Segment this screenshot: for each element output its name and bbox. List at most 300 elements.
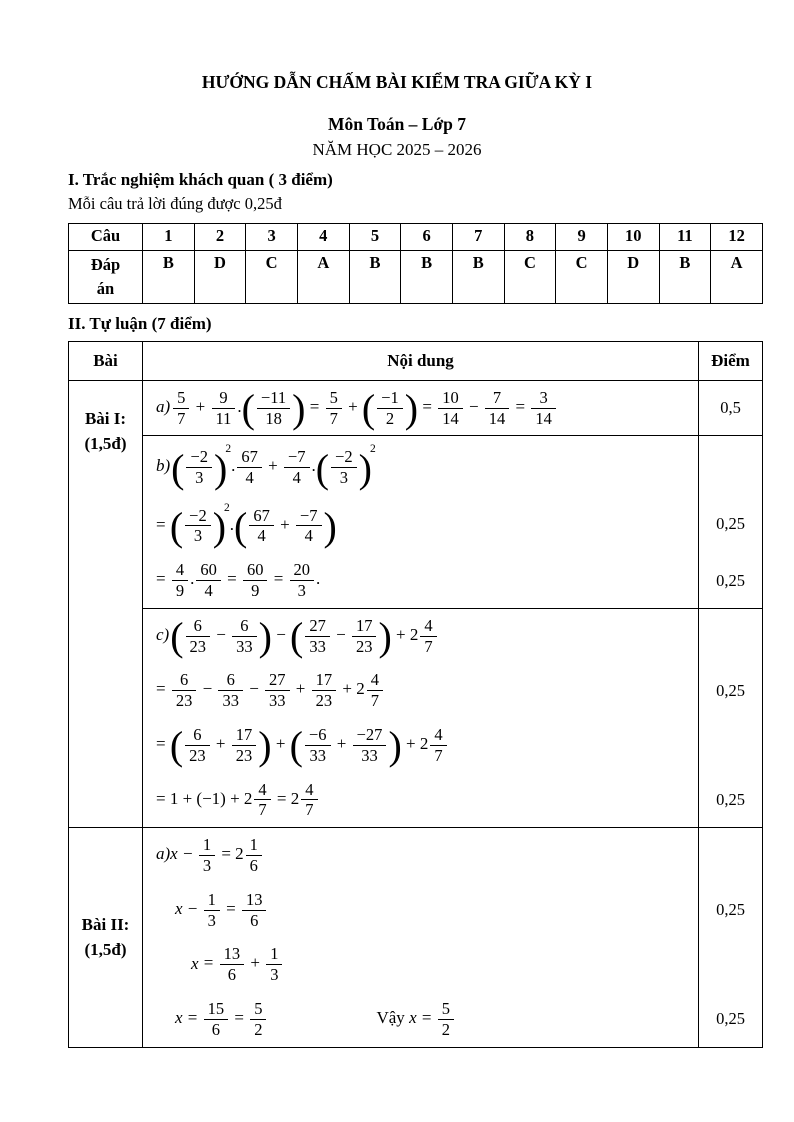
- math-text: = 2: [217, 844, 244, 864]
- subject-line: Môn Toán – Lớp 7: [327, 114, 467, 134]
- big-paren: ): [358, 445, 372, 491]
- fraction: [266, 944, 282, 985]
- fraction-denominator: 4: [249, 525, 274, 546]
- fraction-denominator: 2: [438, 1019, 454, 1040]
- solution-content: [143, 828, 698, 883]
- fraction: [331, 447, 357, 488]
- fraction-numerator: 60: [200, 560, 217, 580]
- big-paren: ): [212, 503, 227, 549]
- math-text: =: [230, 1008, 249, 1028]
- big-paren: ): [388, 723, 402, 769]
- math-text: + 2: [401, 734, 429, 754]
- fraction-numerator: −2: [189, 505, 207, 525]
- math-variable: x: [175, 898, 183, 918]
- fraction: [232, 616, 257, 657]
- fraction-denominator: 3: [331, 467, 357, 488]
- fraction-numerator: 5: [177, 387, 186, 407]
- problem-points: (1,5đ): [84, 434, 127, 454]
- mcq-question-number: 11: [659, 224, 711, 251]
- mcq-question-number: 10: [607, 224, 659, 251]
- math-line: [191, 944, 284, 985]
- fraction-numerator: −1: [381, 387, 399, 407]
- math-text: −: [178, 844, 197, 864]
- fraction-numerator: 4: [175, 560, 185, 580]
- fraction-denominator: 7: [254, 799, 270, 820]
- fraction: [246, 835, 262, 876]
- math-line: [156, 670, 385, 711]
- math-text: .: [316, 569, 321, 589]
- math-text: = 1 + (−1) + 2: [156, 788, 253, 808]
- math-text: =: [156, 734, 170, 754]
- fraction: [204, 890, 220, 931]
- big-paren: ): [214, 445, 228, 491]
- math-text: =: [156, 569, 170, 589]
- math-text: +: [343, 397, 362, 417]
- fraction-denominator: 6: [242, 910, 267, 931]
- math-text: −: [271, 625, 291, 645]
- math-text: =: [222, 569, 241, 589]
- fraction: [254, 780, 270, 821]
- fraction: [438, 999, 454, 1040]
- math-text: −: [198, 679, 217, 699]
- math-text: +: [191, 397, 210, 417]
- fraction-numerator: 20: [293, 560, 311, 580]
- essay-header-bai: Bài: [69, 342, 143, 380]
- math-text: =: [199, 953, 218, 973]
- fraction-denominator: 23: [312, 690, 337, 711]
- solution-content: [143, 773, 698, 828]
- math-text: =: [183, 1008, 202, 1028]
- fraction-denominator: 7: [326, 408, 342, 429]
- math-text: Vậy: [376, 1008, 410, 1028]
- fraction-denominator: 2: [377, 408, 403, 429]
- math-text: + 2: [391, 625, 419, 645]
- fraction: [199, 835, 215, 876]
- fraction: [243, 560, 268, 601]
- fraction: [438, 388, 463, 429]
- fraction-denominator: 6: [220, 964, 245, 985]
- fraction: [257, 388, 290, 429]
- mcq-answer-cell: A: [711, 251, 763, 304]
- solution-content: [143, 436, 698, 494]
- fraction-denominator: 4: [284, 467, 310, 488]
- fraction-denominator: 3: [186, 467, 212, 488]
- fraction-denominator: 23: [172, 690, 197, 711]
- school-year-line: NĂM HỌC 2025 – 2026: [312, 140, 482, 159]
- math-line: [175, 890, 268, 931]
- essay-row: [143, 381, 762, 436]
- solution-content: [143, 883, 698, 938]
- math-line: [156, 501, 337, 549]
- mcq-answer-cell: B: [452, 251, 504, 304]
- fraction-numerator: 1: [207, 889, 216, 909]
- mcq-answer-cell: C: [246, 251, 298, 304]
- fraction-numerator: 4: [424, 615, 433, 635]
- math-variable: x: [409, 1008, 417, 1028]
- essay-header-noidung: Nội dung: [387, 350, 454, 370]
- math-text: −: [183, 898, 202, 918]
- mcq-question-number: 9: [556, 224, 608, 251]
- fraction-numerator: 4: [434, 725, 443, 744]
- fraction-numerator: 4: [370, 670, 379, 690]
- math-text: −: [244, 679, 264, 699]
- fraction-numerator: 27: [309, 615, 326, 635]
- fraction: [186, 447, 212, 488]
- solution-line-row: [143, 937, 762, 992]
- fraction-denominator: 23: [185, 745, 210, 766]
- fraction: [305, 616, 330, 657]
- solution-line-row: [143, 381, 762, 436]
- fraction: [284, 447, 310, 488]
- mcq-question-row: [69, 224, 763, 251]
- math-text: =: [269, 569, 288, 589]
- problem-name: Bài II:: [81, 914, 130, 934]
- solution-line-row: [143, 436, 762, 494]
- fraction: [312, 670, 337, 711]
- fraction-numerator: 67: [253, 505, 270, 525]
- mcq-answer-table: [68, 223, 763, 304]
- mcq-question-number: 8: [504, 224, 556, 251]
- math-text: = 2: [272, 788, 300, 808]
- math-variable: x: [175, 1008, 183, 1028]
- fraction: [185, 506, 211, 547]
- math-line: [156, 386, 558, 432]
- points-value: [698, 718, 762, 773]
- points-value: 0,25: [698, 495, 762, 553]
- fraction-numerator: 6: [193, 615, 202, 635]
- fraction-denominator: 9: [243, 580, 268, 601]
- problem-rows: [143, 828, 762, 1046]
- fraction: [265, 670, 290, 711]
- big-paren: ): [404, 386, 419, 432]
- fraction: [204, 999, 229, 1040]
- mcq-answer-cell: C: [556, 251, 608, 304]
- fraction-denominator: 33: [353, 745, 387, 766]
- fraction: [186, 616, 211, 657]
- solution-line-row: [143, 495, 762, 553]
- points-value: 0,25: [698, 553, 762, 608]
- fraction: [290, 560, 315, 601]
- fraction-numerator: −6: [308, 725, 327, 744]
- essay-table: [68, 341, 763, 1048]
- exponent: 2: [224, 501, 230, 514]
- math-text: =: [156, 514, 170, 534]
- solution-line-row: [143, 663, 762, 718]
- solution-line-row: [143, 828, 762, 883]
- solution-line-row: [143, 553, 762, 608]
- essay-table-body: [69, 381, 762, 1047]
- math-line: [156, 780, 320, 821]
- points-value: 0,25: [698, 992, 762, 1047]
- math-text: .: [311, 456, 316, 476]
- fraction-numerator: −2: [335, 447, 353, 467]
- math-text: +: [271, 734, 290, 754]
- fraction: [196, 560, 221, 601]
- fraction-denominator: 33: [265, 690, 290, 711]
- mcq-answer-cell: B: [349, 251, 401, 304]
- fraction-numerator: 1: [202, 835, 212, 855]
- solution-content: [143, 718, 698, 773]
- fraction: [249, 506, 274, 547]
- fraction: [352, 616, 377, 657]
- big-paren: (: [361, 386, 376, 432]
- mcq-answer-cell: A: [297, 251, 349, 304]
- math-variable: c): [156, 625, 170, 645]
- math-variable: b): [156, 456, 171, 476]
- math-text: +: [263, 456, 282, 476]
- fraction: [172, 670, 197, 711]
- fraction-numerator: 1: [270, 944, 279, 964]
- solution-content: [143, 553, 698, 608]
- mcq-question-number: 7: [452, 224, 504, 251]
- math-line: [156, 560, 320, 601]
- fraction-numerator: 17: [355, 615, 373, 635]
- section-essay-heading: II. Tự luận (7 điểm): [68, 313, 212, 333]
- section-mcq-heading: I. Trắc nghiệm khách quan ( 3 điểm): [68, 170, 333, 189]
- fraction-numerator: −27: [356, 725, 383, 744]
- fraction-numerator: 4: [258, 779, 267, 799]
- fraction-numerator: 6: [193, 725, 202, 744]
- fraction-denominator: 3: [185, 525, 211, 546]
- math-text: +: [246, 953, 265, 973]
- math-text: + 2: [338, 679, 365, 699]
- solution-content: [143, 609, 698, 664]
- fraction-numerator: 15: [207, 998, 225, 1018]
- math-text: +: [332, 734, 351, 754]
- math-text: −: [331, 625, 350, 645]
- points-value: [698, 937, 762, 992]
- problem-rows: [143, 381, 762, 827]
- exponent: 2: [225, 443, 232, 456]
- fraction-denominator: 7: [420, 636, 436, 657]
- fraction-denominator: 4: [237, 467, 262, 488]
- math-text: =: [511, 397, 530, 417]
- fraction-denominator: 3: [199, 855, 215, 876]
- fraction-denominator: 7: [301, 799, 317, 820]
- fraction-denominator: 4: [296, 525, 322, 546]
- math-text: =: [418, 397, 437, 417]
- fraction-numerator: 5: [329, 387, 338, 407]
- fraction-numerator: 7: [492, 387, 502, 407]
- math-text: .: [237, 397, 242, 417]
- mcq-answer-cell: D: [194, 251, 246, 304]
- big-paren: ): [292, 386, 306, 432]
- fraction-numerator: 6: [226, 670, 235, 690]
- fraction: [218, 670, 243, 711]
- fraction-numerator: −2: [190, 447, 209, 467]
- fraction-denominator: 7: [430, 745, 446, 766]
- fraction-denominator: 23: [232, 745, 257, 766]
- fraction-denominator: 6: [204, 1019, 229, 1040]
- fraction-numerator: 9: [219, 387, 228, 407]
- essay-row: [143, 608, 762, 827]
- math-text: −: [212, 625, 231, 645]
- solution-content: [143, 495, 698, 553]
- document-content: [68, 170, 763, 1048]
- fraction-numerator: 5: [254, 998, 263, 1018]
- big-paren: (: [289, 723, 303, 769]
- fraction-denominator: 33: [232, 636, 257, 657]
- fraction: [353, 725, 387, 766]
- fraction-denominator: 9: [172, 580, 188, 601]
- mcq-answer-row: [69, 251, 763, 304]
- essay-problem: [69, 827, 762, 1046]
- math-variable: x: [191, 953, 199, 973]
- fraction-denominator: 7: [367, 690, 383, 711]
- fraction-numerator: −7: [299, 505, 318, 525]
- mcq-question-number: 2: [194, 224, 246, 251]
- points-value: 0,5: [698, 381, 762, 436]
- math-line: [156, 614, 439, 660]
- solution-content: [143, 937, 698, 992]
- fraction: [185, 725, 210, 766]
- mcq-scoring-note: Mỗi câu trả lời đúng được 0,25đ: [68, 194, 282, 213]
- points-value: [698, 609, 762, 664]
- fraction-denominator: 14: [485, 408, 510, 429]
- mcq-answer-cell: D: [607, 251, 659, 304]
- big-paren: (: [241, 386, 255, 432]
- solution-line-row: [143, 773, 762, 828]
- fraction-denominator: 6: [246, 855, 262, 876]
- fraction: [305, 725, 331, 766]
- fraction-numerator: 5: [441, 998, 450, 1018]
- big-paren: ): [323, 503, 337, 549]
- big-paren: (: [169, 723, 184, 769]
- fraction: [232, 725, 257, 766]
- math-text: .: [229, 514, 235, 534]
- mcq-label-cau: Câu: [69, 224, 143, 251]
- fraction-denominator: 3: [204, 910, 220, 931]
- fraction: [377, 388, 403, 429]
- math-variable: a): [156, 397, 171, 417]
- mcq-answer-cell: B: [401, 251, 453, 304]
- math-text: =: [417, 1008, 436, 1028]
- mcq-question-number: 1: [143, 224, 195, 251]
- fraction-numerator: 10: [442, 387, 459, 407]
- fraction-denominator: 7: [173, 408, 189, 429]
- math-variable: a)x: [156, 844, 178, 864]
- mcq-answer-cell: B: [659, 251, 711, 304]
- solution-content: [143, 663, 698, 718]
- fraction-numerator: 17: [315, 670, 333, 690]
- points-value: 0,25: [698, 883, 762, 938]
- mcq-question-number: 5: [349, 224, 401, 251]
- mcq-answer-cell: C: [504, 251, 556, 304]
- fraction-numerator: 4: [305, 779, 314, 799]
- fraction: [531, 388, 556, 429]
- fraction-numerator: 60: [246, 560, 264, 580]
- fraction: [367, 670, 383, 711]
- big-paren: (: [169, 503, 184, 549]
- problem-name: Bài I:: [84, 408, 127, 428]
- math-line: [156, 835, 264, 876]
- exponent: 2: [369, 443, 376, 456]
- big-paren: (: [171, 445, 185, 491]
- fraction-numerator: 6: [240, 615, 249, 635]
- math-text: =: [221, 898, 240, 918]
- points-value: [698, 436, 762, 494]
- problem-label: [69, 828, 143, 1046]
- fraction-denominator: 33: [218, 690, 243, 711]
- fraction-numerator: −11: [260, 387, 287, 407]
- solution-line-row: [143, 609, 762, 664]
- fraction: [326, 388, 342, 429]
- math-text: +: [275, 514, 294, 534]
- fraction: [173, 388, 189, 429]
- fraction: [172, 560, 188, 601]
- math-text: −: [464, 397, 483, 417]
- fraction: [242, 890, 267, 931]
- fraction-numerator: 13: [223, 944, 241, 964]
- problem-points: (1,5đ): [84, 940, 127, 960]
- big-paren: ): [378, 614, 392, 660]
- fraction-denominator: 14: [438, 408, 463, 429]
- math-text: +: [291, 679, 310, 699]
- fraction-numerator: 27: [269, 670, 286, 690]
- math-text: =: [156, 679, 170, 699]
- math-line: [175, 999, 456, 1040]
- fraction-denominator: 3: [290, 580, 315, 601]
- math-text: +: [211, 734, 230, 754]
- fraction-numerator: 3: [539, 387, 548, 407]
- fraction-denominator: 23: [352, 636, 377, 657]
- fraction: [296, 506, 322, 547]
- mcq-label-dapan: Đáp án: [69, 251, 143, 304]
- fraction-denominator: 23: [186, 636, 211, 657]
- mcq-question-number: 6: [401, 224, 453, 251]
- math-text: =: [305, 397, 324, 417]
- fraction-numerator: 6: [179, 670, 189, 690]
- big-paren: (: [315, 445, 330, 491]
- essay-table-header: [69, 342, 762, 381]
- fraction: [430, 725, 446, 766]
- points-value: 0,25: [698, 663, 762, 718]
- document-title: HƯỚNG DẪN CHẤM BÀI KIỂM TRA GIỮA KỲ I: [201, 72, 593, 92]
- fraction-denominator: 11: [212, 408, 236, 429]
- solution-content: [143, 992, 698, 1047]
- fraction: [420, 616, 436, 657]
- solution-line-row: [143, 992, 762, 1047]
- problem-label: [69, 381, 143, 827]
- mcq-question-number: 4: [297, 224, 349, 251]
- fraction-numerator: 67: [241, 447, 258, 467]
- fraction: [237, 447, 262, 488]
- solution-line-row: [143, 718, 762, 773]
- solution-line-row: [143, 883, 762, 938]
- essay-problem: [69, 381, 762, 827]
- fraction: [301, 780, 317, 821]
- fraction-denominator: 3: [266, 964, 282, 985]
- fraction-numerator: 1: [249, 835, 258, 855]
- fraction-numerator: 13: [245, 889, 263, 909]
- essay-row: [143, 435, 762, 607]
- mcq-answer-cell: B: [143, 251, 195, 304]
- points-value: [698, 828, 762, 883]
- essay-row: [143, 828, 762, 1046]
- solution-content: [143, 381, 698, 436]
- points-value: 0,25: [698, 773, 762, 828]
- math-line: [156, 723, 449, 769]
- fraction: [250, 999, 266, 1040]
- mcq-question-number: 12: [711, 224, 763, 251]
- fraction-numerator: −7: [287, 447, 306, 467]
- fraction-denominator: 14: [531, 408, 556, 429]
- fraction-denominator: 33: [305, 745, 331, 766]
- fraction-denominator: 33: [305, 636, 330, 657]
- big-paren: ): [258, 614, 272, 660]
- essay-header-diem: Điểm: [698, 342, 762, 380]
- fraction: [212, 388, 236, 429]
